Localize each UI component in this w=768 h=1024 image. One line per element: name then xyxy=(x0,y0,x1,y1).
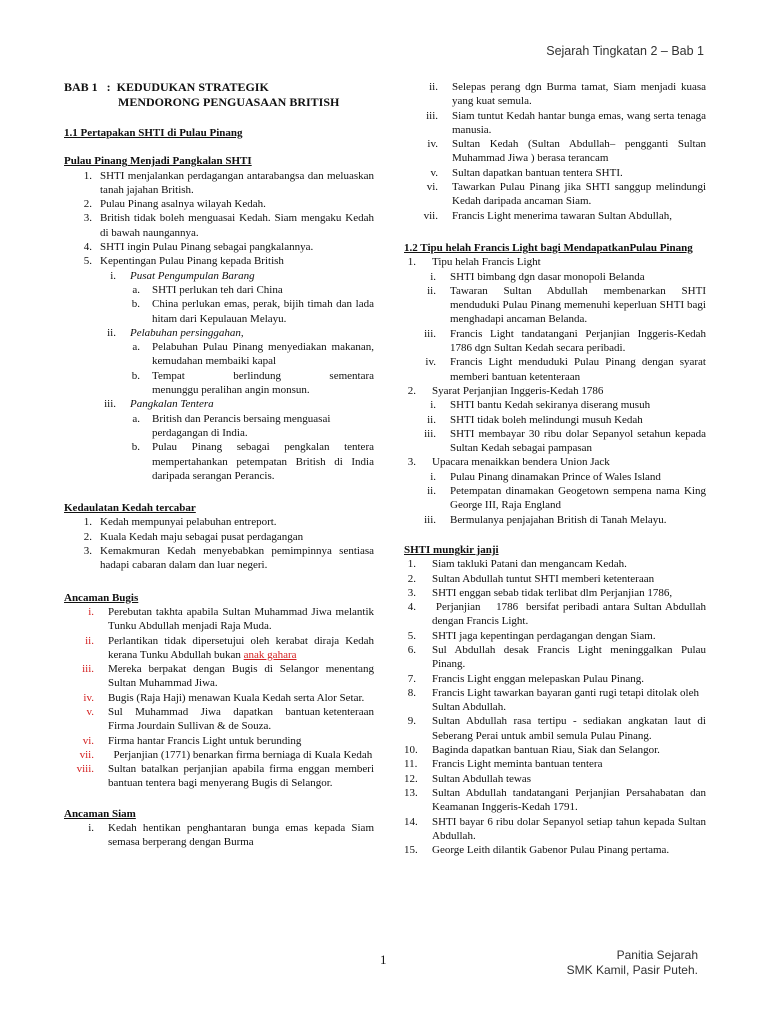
list-item: i. SHTI bantu Kedah sekiranya diserang musuh xyxy=(430,399,651,412)
list-item: 15. George Leith dilantik Gabenor Pulau Pinang pertama. xyxy=(404,844,670,857)
bugis-list xyxy=(64,605,377,791)
list-item: iii. Bermulanya penjajahan British di Tanah Melayu. xyxy=(424,513,667,526)
list-item: ii. SHTI tidak boleh melindungi musuh Kedah xyxy=(427,413,643,426)
list-item: 1. Tipu helah Francis Light xyxy=(407,256,541,269)
list-item: i. Kedah hentikan penghantaran bunga emas kepada Siam semasa berperang dengan Burma xyxy=(88,822,374,849)
list-item: vii. Perjanjian (1771) benarkan firma berniaga di Kuala Kedah xyxy=(79,748,373,761)
list-item: a. SHTI perlukan teh dari China xyxy=(132,283,283,296)
list-item: ii. Petempatan dinamakan Geogetown sempena nama King George III, Raja England xyxy=(427,485,706,512)
list-item: 4. SHTI ingin Pulau Pinang sebagai pangkalannya. xyxy=(83,241,314,254)
pulau-pinang-heading: Pulau Pinang Menjadi Pangkalan SHTI xyxy=(64,155,252,168)
list-item: i. Pulau Pinang dinamakan Prince of Wales Island xyxy=(430,470,661,483)
list-item: iii. Mereka berpakat dengan Bugis di Selangor menentang Sultan Muhammad Jiwa. xyxy=(82,663,374,690)
list-item: 12. Sultan Abdullah tewas xyxy=(404,772,531,785)
list-item: ii. Selepas perang dgn Burma tamat, Siam menjadi kuasa yang kuat semula. xyxy=(429,81,706,108)
list-item: b. Tempat berlindung sementara menunggu peralihan angin monsun. xyxy=(131,369,377,397)
list-item: 1. Siam takluki Patani dan mengancam Kedah. xyxy=(407,558,627,571)
list-item: 8. Francis Light tawarkan bayaran ganti rugi tetapi ditolak oleh Sultan Abdullah. xyxy=(407,686,699,714)
list-item: ii. Perlantikan tidak dipersetujui oleh kerabat diraja Kedah kerana Tunku Abdullah bukan anak gahara xyxy=(85,634,374,661)
list-item: 6. Sul Abdullah desak Francis Light meninggalkan Pulau Pinang. xyxy=(407,643,706,671)
section-1-2-heading: 1.2 Tipu helah Francis Light bagi MendapatkanPulau Pinang xyxy=(404,241,693,254)
list-item: 2. Syarat Perjanjian Inggeris-Kedah 1786 xyxy=(407,384,604,397)
list-item: 2. Pulau Pinang asalnya wilayah Kedah. xyxy=(83,198,266,211)
list-item: 3. British tidak boleh menguasai Kedah. Siam mengaku Kedah di bawah naungannya. xyxy=(83,212,374,239)
list-item: viii. Sultan batalkan perjanjian apabila firma enggan memberi bantuan tentera bagi menyerang Bugis di Selangor. xyxy=(76,763,374,790)
chapter-title xyxy=(64,80,374,110)
list-item: 1. SHTI menjalankan perdagangan antarabangsa dan meluaskan tanah jajahan British. xyxy=(83,169,374,196)
list-item: 1. Kedah mempunyai pelabuhan entreport. xyxy=(83,516,277,529)
list-item: i. Perebutan takhta apabila Sultan Muhammad Jiwa melantik Tunku Abdullah menjadi Raja Muda. xyxy=(88,605,374,633)
list-item: vi. Firma hantar Francis Light untuk berunding xyxy=(82,734,302,747)
list-item: iii. SHTI membayar 30 ribu dolar Sepanyol setahun kepada Sultan Kedah sebagai pampasan xyxy=(424,427,706,455)
footer-credit xyxy=(567,948,698,978)
siam-list-continued xyxy=(404,80,706,223)
running-header: Sejarah Tingkatan 2 – Bab 1 xyxy=(546,44,704,58)
chapter-title-line2: MENDORONG PENGUASAAN BRITISH xyxy=(118,95,340,109)
pulau-list xyxy=(64,169,377,484)
sub-heading-roman-ii: ii. Pelabuhan persinggahan, xyxy=(107,326,244,339)
list-item: 9. Sultan Abdullah rasa tertipu - sediakan angkatan laut di Seberang Perai untuk ambil semula Pulau Pinang. xyxy=(407,715,706,742)
right-column xyxy=(404,80,709,857)
footer-line2: SMK Kamil, Pasir Puteh. xyxy=(566,963,698,977)
list-item: 4. Perjanjian 1786 bersifat peribadi antara Sultan Abdullah dengan Francis Light. xyxy=(407,601,709,628)
list-item: b. Pulau Pinang sebagai pengkalan tentera mempertahankan petempatan British di India daripada serangan Perancis. xyxy=(131,441,374,482)
list-item: vii. Francis Light menerima tawaran Sultan Abdullah, xyxy=(423,209,672,222)
sub-heading-roman-i: i. Pusat Pengumpulan Barang xyxy=(110,269,255,282)
list-item: 7. Francis Light enggan melepaskan Pulau Pinang. xyxy=(407,672,645,685)
list-item: iv. Sultan Kedah (Sultan Abdullah– pengganti Sultan Muhammad Jiwa ) berasa terancam xyxy=(427,138,706,165)
list-item: 2. Kuala Kedah maju sebagai pusat perdagangan xyxy=(83,530,304,543)
list-item: iii. Francis Light tandatangani Perjanjian Inggeris-Kedah 1786 dgn Sultan Kedah secara peribadi. xyxy=(424,327,706,355)
kedaulatan-list xyxy=(64,515,374,572)
bugis-heading: Ancaman Bugis xyxy=(64,591,139,604)
tipu-helah-list xyxy=(404,255,706,527)
list-item: iv. Bugis (Raja Haji) menawan Kuala Kedah serta Alor Setar. xyxy=(83,691,365,704)
chapter-title-line1: BAB 1 : KEDUDUKAN STRATEGIK xyxy=(64,80,269,94)
list-item: 5. SHTI jaga kepentingan perdagangan dengan Siam. xyxy=(407,629,656,642)
list-item: 3. SHTI enggan sebab tidak terlibat dlm Perjanjian 1786, xyxy=(407,586,673,599)
list-item: iv. Francis Light menduduki Pulau Pinang dengan syarat memberi bantuan ketenteraan xyxy=(425,356,706,383)
list-item: 11. Francis Light meminta bantuan tentera xyxy=(404,758,603,771)
page-number: 1 xyxy=(380,952,387,967)
left-column xyxy=(64,80,377,850)
list-item: i. SHTI bimbang dgn dasar monopoli Belanda xyxy=(430,270,645,283)
kedaulatan-heading: Kedaulatan Kedah tercabar xyxy=(64,502,196,515)
list-item: vi. Tawarkan Pulau Pinang jika SHTI sanggup melindungi Kedah daripada ancaman Siam. xyxy=(426,181,706,208)
siam-heading: Ancaman Siam xyxy=(64,807,136,820)
footer-line1: Panitia Sejarah xyxy=(616,948,698,962)
list-item: 13. Sultan Abdullah tandatangani Perjanjian Persahabatan dan Keamanan Inggeris-Kedah 1791. xyxy=(404,786,706,814)
mungkir-janji-list xyxy=(404,557,709,857)
list-item: iii. Siam tuntut Kedah hantar bunga emas, wang serta tenaga manusia. xyxy=(426,109,706,136)
list-item: 5. Kepentingan Pulau Pinang kepada British xyxy=(83,255,284,268)
section-1-1-heading: 1.1 Pertapakan SHTI di Pulau Pinang xyxy=(64,127,243,139)
sub-heading-roman-iii: iii. Pangkalan Tentera xyxy=(104,398,214,411)
list-item: a. Pelabuhan Pulau Pinang menyediakan makanan, kemudahan membaiki kapal xyxy=(132,341,374,368)
list-item: v. Sul Muhammad Jiwa dapatkan bantuan ketenteraan Firma Jourdain Sullivan & de Souza. xyxy=(86,705,377,733)
mungkir-janji-heading: SHTI mungkir janji xyxy=(404,543,499,556)
list-item: 14. SHTI bayar 6 ribu dolar Sepanyol setiap tahun kepada Sultan Abdullah. xyxy=(404,815,706,842)
list-item: 10. Baginda dapatkan bantuan Riau, Siak dan Selangor. xyxy=(404,744,660,757)
list-item: ii. Tawaran Sultan Abdullah membenarkan SHTI menduduki Pulau Pinang memenuhi keperluan SHTI bagi menghadapi ancaman Belanda. xyxy=(427,284,706,326)
list-item: b. China perlukan emas, perak, bijih timah dan lada hitam dari Kepulauan Melayu. xyxy=(131,298,374,325)
list-item: 3. Upacara menaikkan bendera Union Jack xyxy=(407,456,610,469)
list-item: v. Sultan dapatkan bantuan tentera SHTI. xyxy=(430,166,623,179)
list-item: 3. Kemakmuran Kedah menyebabkan pemimpinnya sentiasa hadapi cabaran dalam dan luar negeri. xyxy=(83,545,374,572)
list-item: 2. Sultan Abdullah tuntut SHTI memberi ketenteraan xyxy=(407,572,655,585)
list-item: a. British dan Perancis bersaing menguasai perdagangan di India. xyxy=(132,412,331,439)
anak-gahara-link[interactable]: anak gahara xyxy=(243,648,297,661)
